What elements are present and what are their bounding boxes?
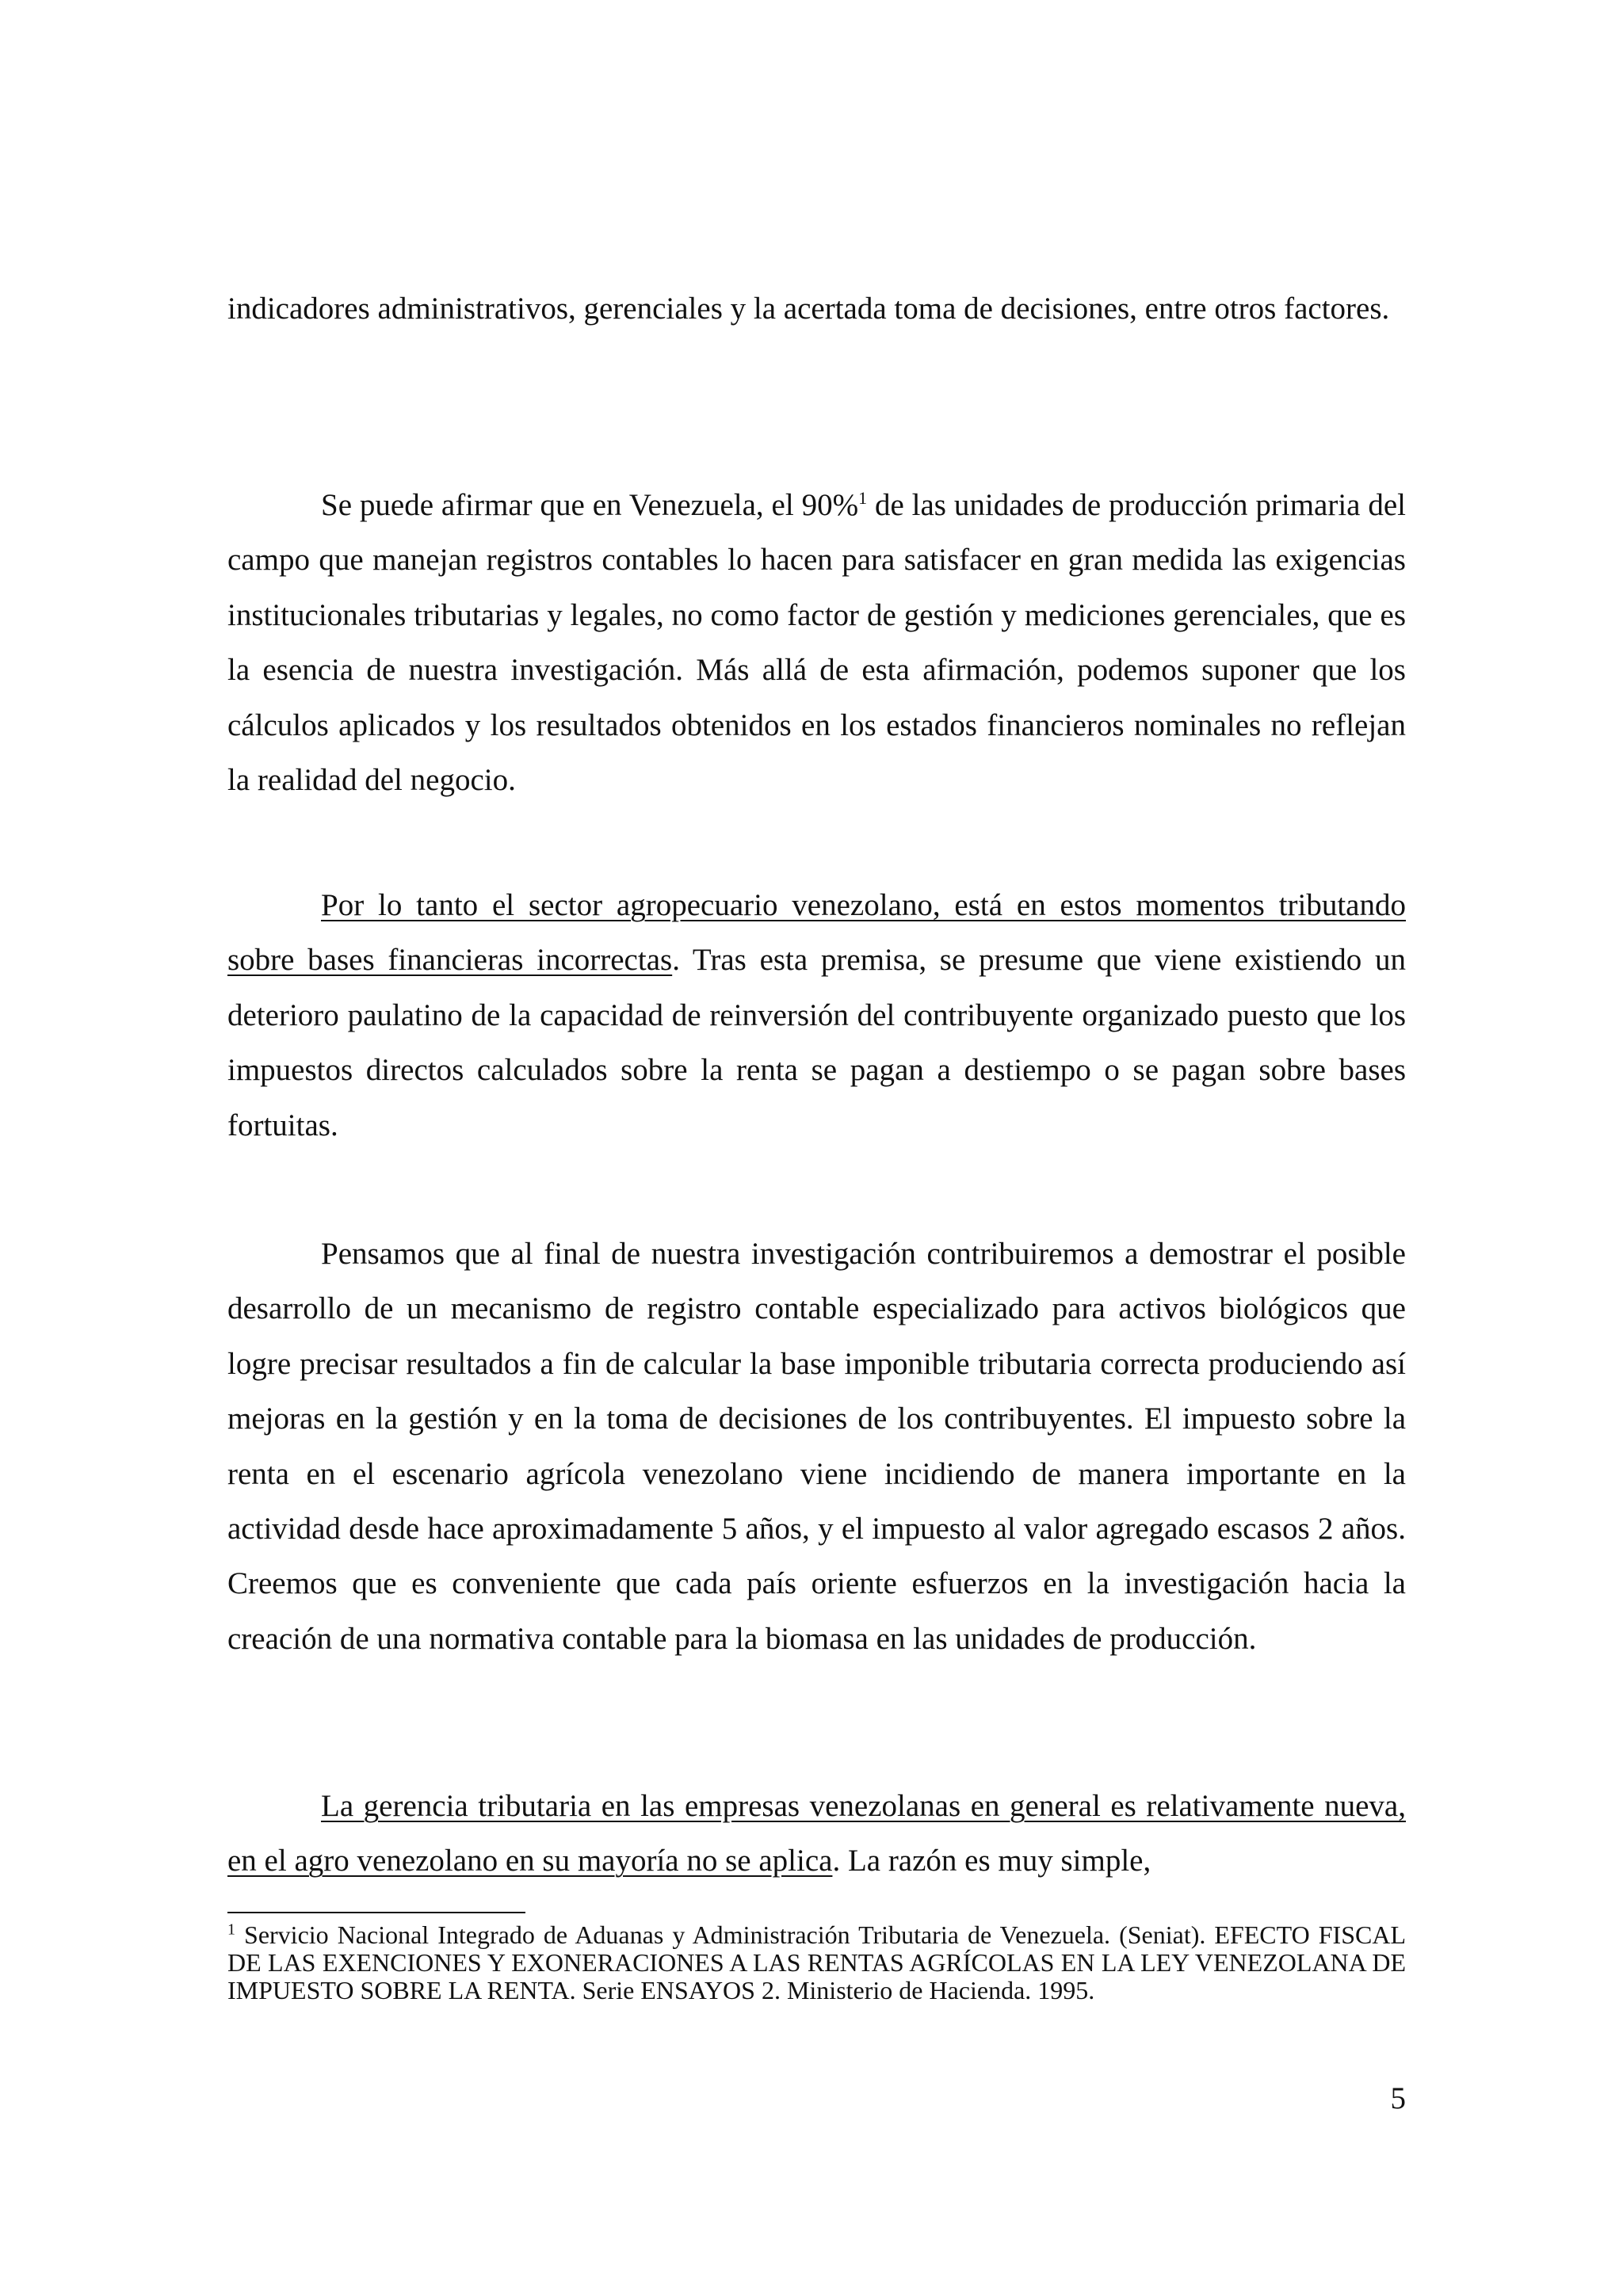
footnote-marker: 1 [227,1920,235,1939]
paragraph-5-underlined: La gerencia tributaria en las empresas venezolanas en general es relativamente nueva, en el agro venezolano en su mayoría no se aplica [227,1789,1406,1878]
paragraph-1-text: indicadores administrativos, gerenciales y la acertada toma de decisiones, entre otros factores. [227,292,1390,326]
footnote-separator [227,1912,525,1913]
footnote [227,1921,1406,2004]
paragraph-3-underlined: Por lo tanto el sector agropecuario venezolano, está en estos momentos tributando sobre bases financieras incorrectas [227,888,1406,978]
paragraph-2-text-b: de las unidades de producción primaria del campo que manejan registros contables lo hacen para satisfacer en gran medida las exigencias institucionales tributarias y legales, no como factor de gestión y mediciones gerenciales, que es la esencia de nuestra investigación. Más allá de esta afirmación, podemos suponer que los cálculos aplicados y los resultados obtenidos en los estados financieros nominales no reflejan la realidad del negocio. [227,488,1407,798]
paragraph-1 [227,281,1406,336]
paragraph-5-text: . La razón es muy simple, [832,1844,1151,1878]
paragraph-4-text: Pensamos que al final de nuestra investigación contribuiremos a demostrar el posible desarrollo de un mecanismo de registro contable especializado para activos biológicos que logre precisar resultados a fin de calcular la base imponible tributaria correcta produciendo así mejoras en la gestión y en la toma de decisiones de los contribuyentes. El impuesto sobre la renta en el escenario agrícola venezolano viene incidiendo de manera importante en la actividad desde hace aproximadamente 5 años, y el impuesto al valor agregado escasos 2 años. Creemos que es conveniente que cada país oriente esfuerzos en la investigación hacia la creación de una normativa contable para la biomasa en las unidades de producción. [227,1237,1406,1656]
paragraph-3-text: . Tras esta premisa, se presume que viene existiendo un deterioro paulatino de la capacidad de reinversión del contribuyente organizado puesto que los impuestos directos calculados sobre la renta se pagan a destiempo o se pagan sobre bases fortuitas. [227,943,1406,1142]
paragraph-5 [227,1779,1406,1889]
paragraph-2-text-a: Se puede afirmar que en Venezuela, el 90% [321,488,859,522]
paragraph-2 [227,478,1406,807]
paragraph-3 [227,878,1406,1153]
page-number: 5 [1390,2081,1406,2115]
footnote-text: Servicio Nacional Integrado de Aduanas y Administración Tributaria de Venezuela. (Seniat). EFECTO FISCAL DE LAS EXENCIONES Y EXONERACIONES A LAS RENTAS AGRÍCOLAS EN LA LEY VENEZOLANA DE IMPUESTO SOBRE LA RENTA. Serie ENSAYOS 2. Ministerio de Hacienda. 1995. [227,1920,1406,2004]
paragraph-4 [227,1226,1406,1666]
footnote-reference: 1 [858,488,868,508]
